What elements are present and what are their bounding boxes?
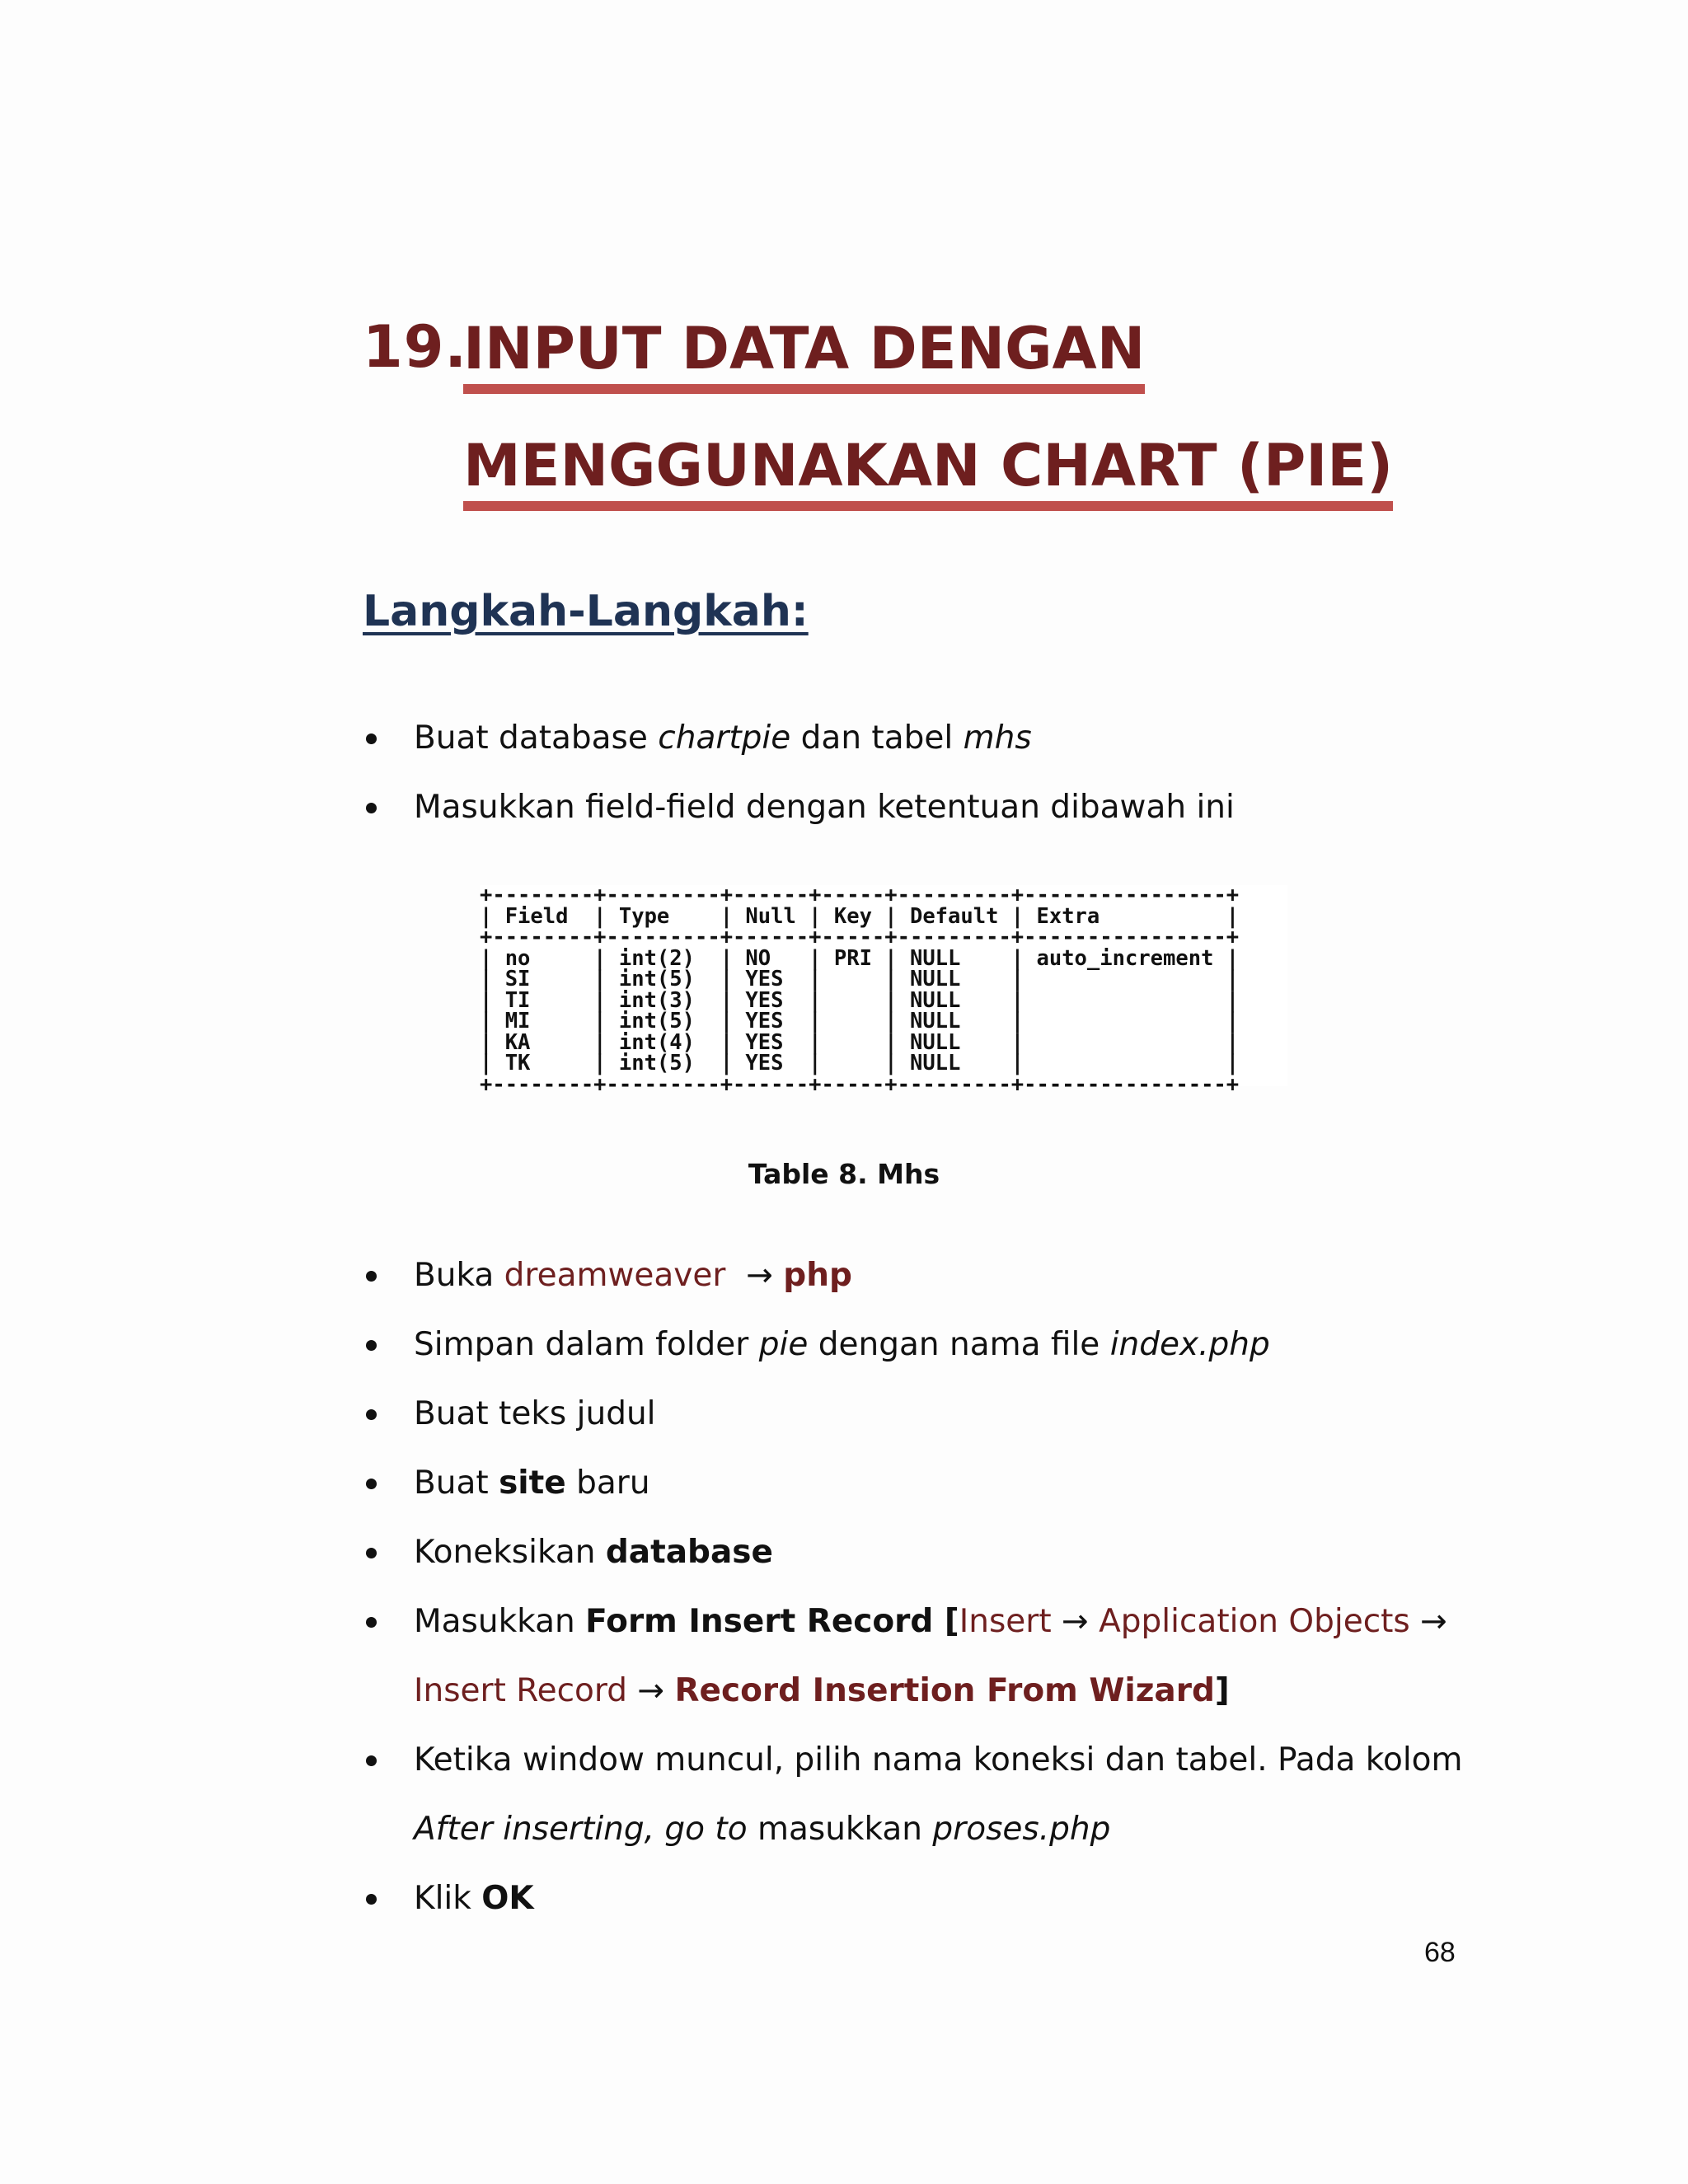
bullet-icon [366,1548,377,1558]
table-row: | SI | int(5) | YES | | NULL | | [480,967,1240,991]
mysql-describe-table [480,883,1287,1097]
bullet-icon [366,1479,377,1489]
table-row: | MI | int(5) | YES | | NULL | | [480,1009,1240,1033]
list-item: Simpan dalam folder pie dengan nama file index.php [363,1310,1475,1380]
bullet-icon [366,733,377,744]
table-row: | TK | int(5) | YES | | NULL | | [480,1051,1240,1076]
arrow-right-icon: → [637,1672,665,1709]
table-border-mid: +--------+---------+------+-----+---------+----------------+ [480,925,1240,949]
arrow-right-icon: → [746,1257,773,1294]
list-item: Koneksikan database [363,1518,1475,1587]
bullet-icon [366,1755,377,1766]
chapter-title-line-2 [463,432,1394,499]
chapter-title-text-2: MENGGUNAKAN CHART (PIE) [463,432,1394,499]
chapter-title-underline-2 [463,501,1393,511]
arrow-right-icon: → [1062,1603,1089,1640]
steps-list-2 [363,1241,1475,1933]
table-row: | TI | int(3) | YES | | NULL | | [480,987,1240,1013]
list-item: Masukkan Form Insert Record [Insert → Application Objects → Insert Record → Record Insertion From Wizard] [363,1587,1475,1726]
table-border-bottom: +--------+---------+------+-----+---------+----------------+ [480,1071,1240,1097]
list-item-continuation: Insert Record → Record Insertion From Wizard] [414,1672,1230,1709]
bullet-icon [366,1340,377,1351]
list-item: Buat database chartpie dan tabel mhs [363,704,1475,773]
table-border-top: +--------+---------+------+-----+---------+----------------+ [480,883,1240,907]
bullet-icon [366,1271,377,1282]
list-item-continuation: After inserting, go to masukkan proses.php [414,1811,1111,1848]
arrow-right-icon: → [1420,1603,1447,1640]
bullet-icon [366,1894,377,1905]
list-item: Masukkan field-field dengan ketentuan dibawah ini [363,773,1475,842]
section-subheading: Langkah-Langkah: [363,587,809,636]
bullet-icon [366,1409,377,1420]
steps-list-1 [363,704,1475,842]
bullet-icon [366,1617,377,1628]
list-item: Klik OK [363,1864,1475,1933]
table-row: | no | int(2) | NO | PRI | NULL | auto_increment | [480,945,1240,971]
chapter-title-line-1 [463,315,1146,382]
page-number: 68 [1424,1937,1456,1968]
chapter-title-underline-1 [463,384,1145,394]
table-caption: Table 8. Mhs [748,1158,940,1190]
bullet-icon [366,803,377,813]
table-row: | KA | int(4) | YES | | NULL | | [480,1029,1240,1055]
list-item: Buat teks judul [363,1380,1475,1449]
chapter-title-text-1: INPUT DATA DENGAN [463,315,1146,382]
list-item: Buat site baru [363,1449,1475,1518]
list-item: Buka dreamweaver → php [363,1241,1475,1310]
list-item: Ketika window muncul, pilih nama koneksi dan tabel. Pada kolom After inserting, go to masukkan proses.php [363,1726,1475,1864]
chapter-number: 19. [363,313,468,381]
table-header-row: | Field | Type | Null | Key | Default | Extra | [480,903,1240,929]
